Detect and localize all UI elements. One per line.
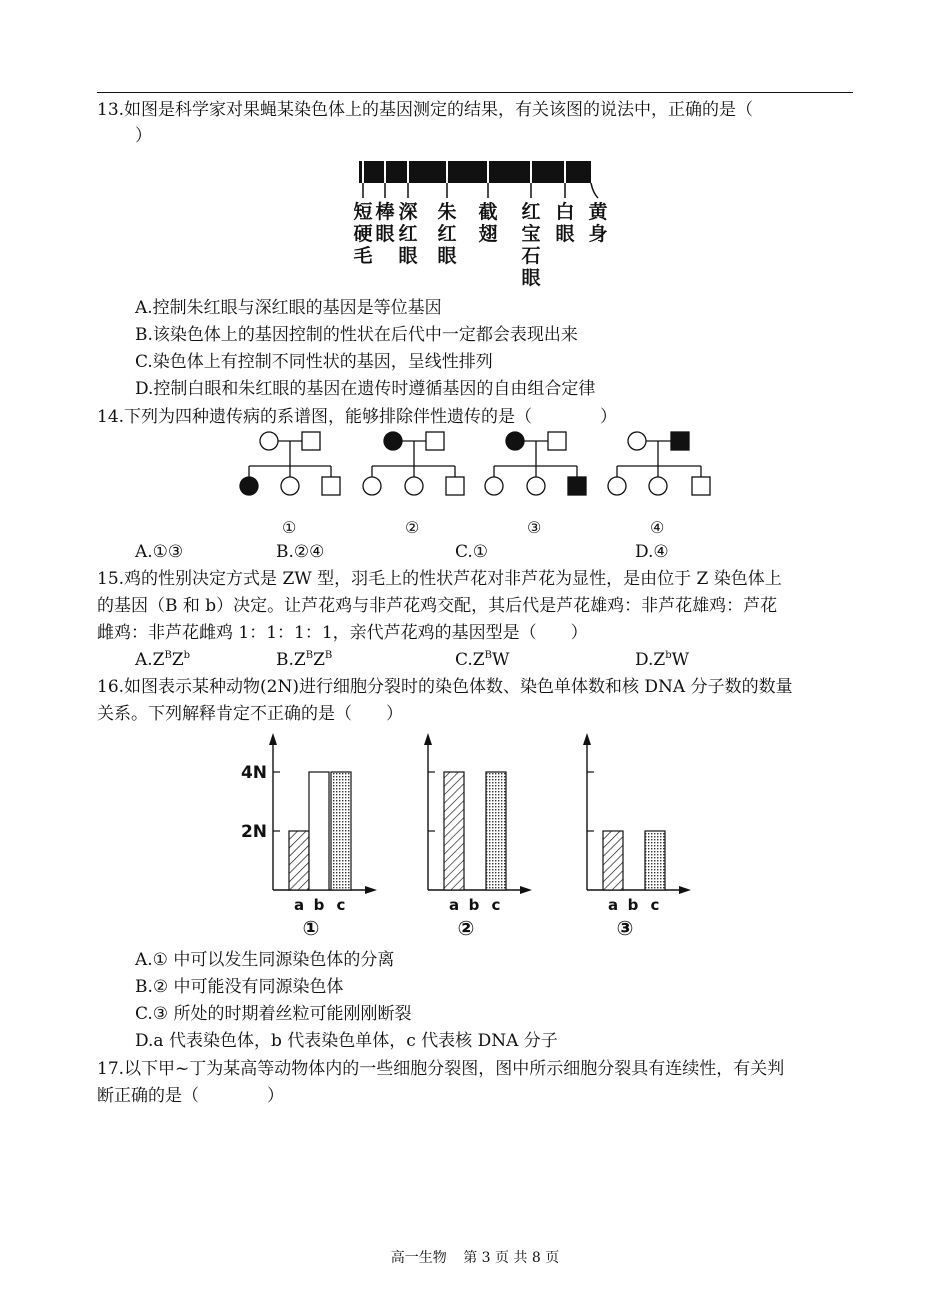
bar-a (444, 772, 464, 890)
chromosome-bar (359, 161, 591, 183)
gene-label: 黄 身 (588, 201, 608, 245)
pedigree-2 (363, 432, 464, 495)
q14-option-d: D.④ (635, 542, 669, 562)
bar-charts (225, 725, 735, 945)
bar-a (603, 831, 623, 890)
x-axis-arrow (679, 886, 691, 894)
pedigree-number-3: ③ (527, 518, 542, 537)
q13-option-c: C.染色体上有控制不同性状的基因，呈线性排列 (135, 352, 493, 372)
q16-option-d: D.a 代表染色体，b 代表染色单体，c 代表核 DNA 分子 (135, 1031, 558, 1051)
category-label: a (448, 896, 460, 914)
q13-stem-line2: ） (135, 126, 152, 146)
pedigree-4 (608, 432, 710, 495)
gene-label: 红 宝 石 眼 (521, 201, 541, 289)
category-label: b (468, 896, 480, 914)
y-axis-arrow (269, 733, 277, 745)
q16-stem-line1: 16.如图表示某种动物(2N)进行细胞分裂时的染色体数、染色单体数和核 DNA 分子数的数量 (97, 677, 793, 697)
pedigree-3 (485, 432, 586, 495)
bar-c (331, 772, 351, 890)
footer-page: 第 3 页 共 8 页 (463, 1250, 560, 1266)
y-tick-label: 2N (240, 822, 267, 842)
chart-number: ② (457, 916, 475, 940)
x-axis-arrow (365, 886, 377, 894)
category-label: a (607, 896, 619, 914)
q16-option-c: C.③ 所处的时期着丝粒可能刚刚断裂 (135, 1004, 412, 1024)
q13-option-d: D.控制白眼和朱红眼的基因在遗传时遵循基因的自由组合定律 (135, 379, 596, 399)
q15-stem-line3: 雌鸡：非芦花雌鸡 1：1：1：1，亲代芦花鸡的基因型是（ ） (97, 623, 588, 643)
footer-subject: 高一生物 (390, 1250, 447, 1266)
gene-label: 白 眼 (555, 201, 575, 245)
gene-label: 深 红 眼 (398, 201, 418, 267)
pedigree-number-1: ① (282, 518, 297, 537)
q15-stem-line2: 的基因（B 和 b）决定。让芦花鸡与非芦花鸡交配，其后代是芦花雄鸡：非芦花雄鸡：芦花 (97, 596, 778, 616)
q13-option-b: B.该染色体上的基因控制的性状在后代中一定都会表现出来 (135, 325, 578, 345)
bar-b (309, 772, 329, 890)
q16-stem-line2: 关系。下列解释肯定不正确的是（ ） (97, 704, 403, 724)
bar-a (289, 831, 309, 890)
header-rule (97, 92, 853, 93)
q15-option-d: $D.Z^bW$ (635, 650, 690, 670)
pedigree-1 (240, 432, 340, 495)
q15-stem-line1: 15.鸡的性别决定方式是 ZW 型，羽毛上的性状芦花对非芦花为显性，是由位于 Z 染色体上 (97, 569, 782, 589)
chromosome-gene-map (355, 158, 605, 203)
q13-option-a: A.控制朱红眼与深红眼的基因是等位基因 (135, 298, 442, 318)
x-axis-arrow (520, 886, 532, 894)
gene-label: 短 硬 毛 (353, 201, 373, 267)
y-tick-label: 4N (240, 763, 267, 783)
bar-c (486, 772, 506, 890)
category-label: c (491, 896, 501, 914)
category-label: c (336, 896, 346, 914)
q15-option-c: $C.Z^BW$ (455, 650, 510, 670)
pedigree-charts (230, 428, 720, 508)
page-footer (0, 1247, 950, 1267)
q14-stem: 14.下列为四种遗传病的系谱图，能够排除伴性遗传的是（ ） (97, 407, 618, 427)
chart-number: ① (302, 916, 320, 940)
q14-option-b: B.②④ (276, 542, 325, 562)
q14-option-a: A.①③ (135, 542, 184, 562)
q16-option-b: B.② 中可能没有同源染色体 (135, 977, 344, 997)
chart-number: ③ (616, 916, 634, 940)
q17-stem-line1: 17.以下甲~丁为某高等动物体内的一些细胞分裂图，图中所示细胞分裂具有连续性，有关判 (97, 1059, 785, 1079)
category-label: c (650, 896, 660, 914)
gene-label: 截 翅 (478, 201, 498, 245)
bar-c (645, 831, 665, 890)
pedigree-number-4: ④ (650, 518, 665, 537)
y-axis-arrow (424, 733, 432, 745)
pedigree-number-2: ② (405, 518, 420, 537)
category-label: b (627, 896, 639, 914)
q14-option-c: C.① (455, 542, 489, 562)
q17-stem-line2: 断正确的是（ ） (97, 1086, 284, 1106)
category-label: b (313, 896, 325, 914)
q15-option-b: $B.Z^BZ^B$ (276, 650, 333, 670)
q15-option-a: $A.Z^BZ^b$ (135, 650, 191, 670)
q16-option-a: A.① 中可以发生同源染色体的分离 (135, 950, 395, 970)
category-label: a (293, 896, 305, 914)
gene-label: 棒 眼 (375, 201, 395, 245)
y-axis-arrow (583, 733, 591, 745)
gene-label: 朱 红 眼 (437, 201, 457, 267)
q13-stem-line1: 13.如图是科学家对果蝇某染色体上的基因测定的结果，有关该图的说法中，正确的是（ (97, 100, 754, 120)
